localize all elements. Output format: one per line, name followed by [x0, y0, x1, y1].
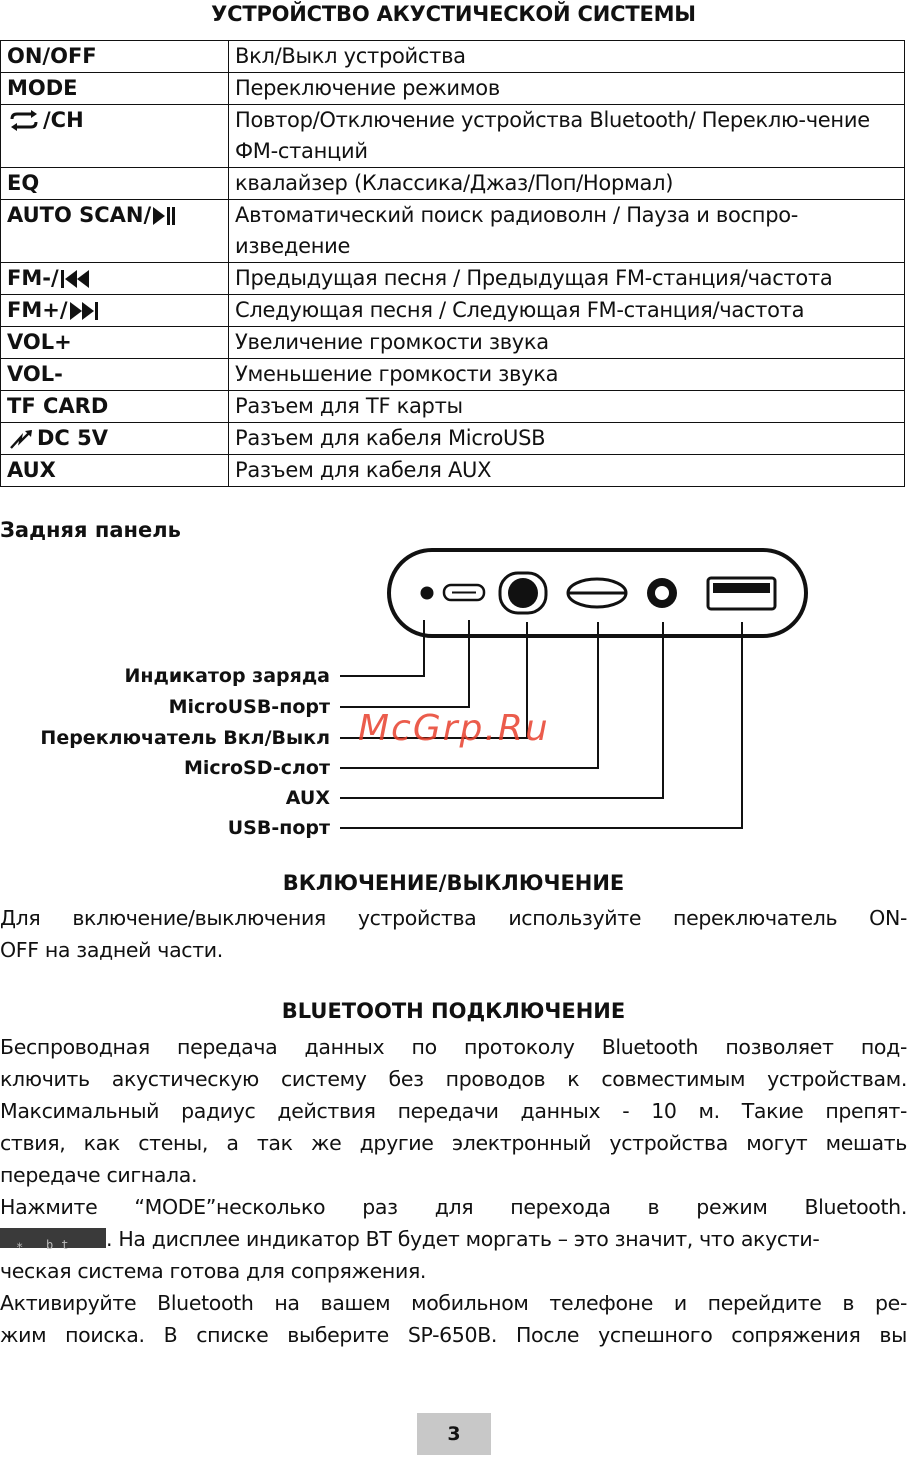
control-desc: квалайзер (Классика/Джаз/Поп/Нормал) — [229, 168, 905, 200]
charge-indicator-led — [421, 587, 434, 600]
control-desc: Разъем для TF карты — [229, 391, 905, 423]
control-key: DC 5V — [37, 426, 109, 450]
bluetooth-icon: ∗ — [16, 1238, 23, 1252]
control-key: VOL+ — [1, 327, 229, 359]
control-desc: Переключение режимов — [229, 73, 905, 105]
text-line: Для включение/выключения устройства используйте переключатель ON- — [0, 906, 907, 930]
table-row — [1, 263, 905, 295]
table-row — [1, 359, 905, 391]
next-track-icon — [68, 300, 100, 322]
text-line: Максимальный радиус действия передачи данных - 10 м. Такие препят- — [0, 1099, 907, 1123]
table-row — [1, 327, 905, 359]
rear-panel-diagram — [0, 540, 907, 845]
table-row — [1, 455, 905, 487]
label-microusb-port: MicroUSB-порт — [168, 696, 330, 718]
control-desc: Автоматический поиск радиоволн / Пауза и воспро-изведение — [229, 200, 905, 263]
controls-table — [0, 40, 905, 487]
text-line: . На дисплее индикатор BT будет моргать – это значит, что акусти- — [106, 1227, 820, 1251]
text-line: Активируйте Bluetooth на вашем мобильном телефоне и перейдите в ре- — [0, 1291, 907, 1315]
label-usb-port: USB-порт — [227, 817, 330, 839]
lcd-display-image — [0, 1228, 106, 1252]
text-line: Нажмите “MODE”несколько раз для перехода в режим Bluetooth. — [0, 1195, 907, 1219]
control-desc: Предыдущая песня / Предыдущая FM-станция/частота — [229, 263, 905, 295]
table-row — [1, 200, 905, 263]
text-line: ключить акустическую систему без проводов к совместимым устройствам. — [0, 1067, 907, 1091]
control-desc: Следующая песня / Следующая FM-станция/частота — [229, 295, 905, 327]
control-desc: Вкл/Выкл устройства — [229, 41, 905, 73]
text-line: жим поиска. В списке выберите SP-650B. После успешного сопряжения вы — [0, 1323, 907, 1347]
label-microsd-slot: MicroSD-слот — [183, 757, 330, 779]
bluetooth-section-text — [0, 1031, 907, 1351]
page-title: УСТРОЙСТВО АКУСТИЧЕСКОЙ СИСТЕМЫ — [211, 2, 696, 26]
text-line: ческая система готова для сопряжения. — [0, 1259, 427, 1283]
control-key: ON/OFF — [1, 41, 229, 73]
watermark: McGrp.Ru — [358, 708, 550, 749]
control-key: AUTO SCAN/ — [7, 203, 152, 227]
control-desc: Увеличение громкости звука — [229, 327, 905, 359]
label-charge-indicator: Индикатор заряда — [124, 665, 330, 687]
table-row — [1, 105, 905, 168]
play-pause-icon — [151, 205, 177, 227]
usb-port-shape — [708, 578, 775, 609]
table-row — [1, 41, 905, 73]
control-desc: Повтор/Отключение устройства Bluetooth/ Переклю-чение ФМ-станций — [229, 105, 905, 168]
table-row — [1, 295, 905, 327]
control-key: MODE — [1, 73, 229, 105]
text-line: передаче сигнала. — [0, 1163, 198, 1187]
control-desc: Уменьшение громкости звука — [229, 359, 905, 391]
table-row — [1, 73, 905, 105]
bluetooth-section-title: BLUETOOTH ПОДКЛЮЧЕНИЕ — [281, 999, 626, 1023]
previous-track-icon — [59, 268, 91, 290]
control-desc: Разъем для кабеля MicroUSB — [229, 423, 905, 455]
power-section-text — [0, 902, 907, 966]
table-row — [1, 168, 905, 200]
power-section-title: ВКЛЮЧЕНИЕ/ВЫКЛЮЧЕНИЕ — [282, 871, 625, 895]
label-aux: AUX — [285, 787, 330, 809]
control-key: FM+/ — [7, 298, 68, 322]
control-key: /CH — [43, 108, 84, 132]
charge-icon — [7, 428, 35, 450]
lcd-display-text: bt — [46, 1238, 77, 1252]
table-row — [1, 423, 905, 455]
control-key: VOL- — [1, 359, 229, 391]
control-key: EQ — [1, 168, 229, 200]
control-desc: Разъем для кабеля AUX — [229, 455, 905, 487]
text-line: ствия, как стены, а так же другие электронный устройства могут мешать — [0, 1131, 907, 1155]
repeat-icon — [7, 110, 41, 132]
text-line: Беспроводная передача данных по протоколу Bluetooth позволяет под- — [0, 1035, 907, 1059]
rear-panel-title: Задняя панель — [0, 518, 181, 542]
control-key: TF CARD — [1, 391, 229, 423]
control-key: FM-/ — [7, 266, 59, 290]
page-number: 3 — [417, 1413, 491, 1455]
control-key: AUX — [1, 455, 229, 487]
table-row — [1, 391, 905, 423]
text-line: OFF на задней части. — [0, 938, 223, 962]
label-power-switch: Переключатель Вкл/Выкл — [40, 727, 330, 749]
